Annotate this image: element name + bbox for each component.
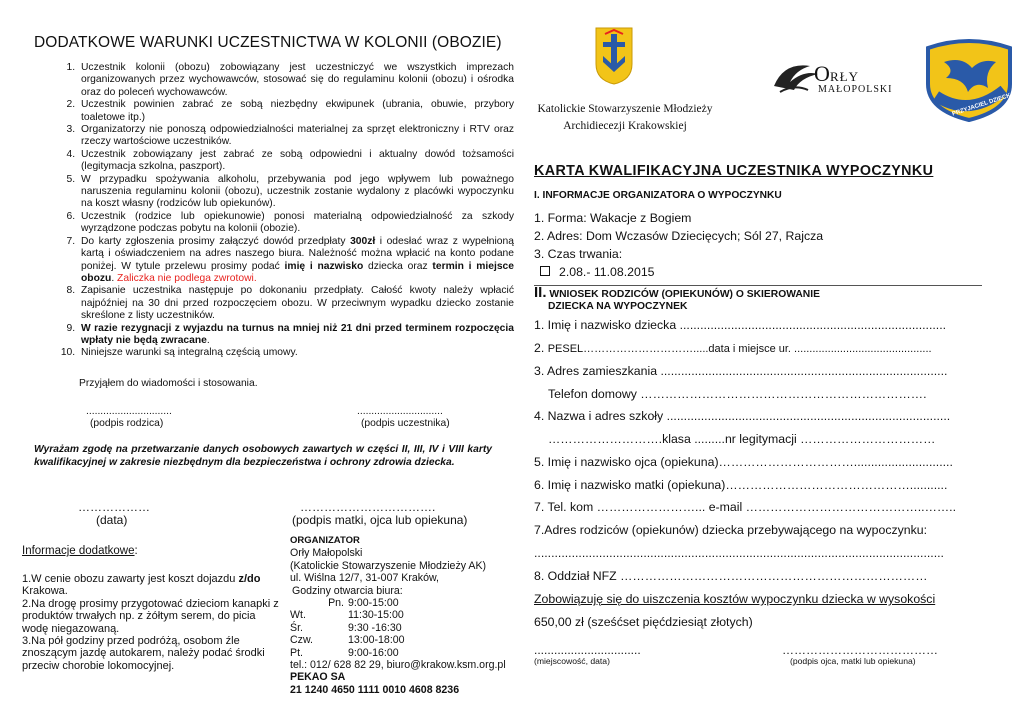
- section-2-heading: II. WNIOSEK RODZICÓW (OPIEKUNÓW) O SKIEROWANIE DZIECKA NA WYPOCZYNEK: [534, 284, 820, 312]
- organizer-address: ul. Wiślna 12/7, 31-007 Kraków,: [290, 572, 439, 585]
- rule-item: 7. Do karty zgłoszenia prosimy załączyć dowód przedpłaty 300zł i odesłać wraz z wypełnioną kartą i oświadczeniem na adres naszego biura. Należność można wpłacić na konto podane poniżej. W tytule przelewu prosimy podać imię i nazwisko dziecka oraz termin i miejsce obozu. Zaliczka nie podlega zwrotowi.: [78, 236, 514, 286]
- pesel-field[interactable]: 2. PESEL………………………….....data i miejsce ur. .............................................: [534, 341, 932, 355]
- rule-item: 8. Zapisanie uczestnika następuje po dokonaniu przedpłaty. Całość kwoty należy wpłacić najpóźniej na 30 dni przed rozpoczęciem obozu. W przeciwnym wypadku dziecko zostanie skreślone z listy uczestników.: [78, 285, 514, 322]
- organizer-full-name: (Katolickie Stowarzyszenie Młodzieży AK): [290, 559, 487, 572]
- right-signature-line: …………………………………: [782, 643, 938, 657]
- card-title: KARTA KWALIFIKACYJNA UCZESTNIKA WYPOCZYNKU: [534, 163, 934, 179]
- nfz-branch-field[interactable]: 8. Oddział NFZ …………………………………………………………………: [534, 569, 928, 583]
- conditions-title: DODATKOWE WARUNKI UCZESTNICTWA W KOLONII (OBOZIE): [34, 34, 502, 51]
- rule-item: 10. Niniejsze warunki są integralną częścią umowy.: [78, 347, 514, 359]
- place-date-line: ................................: [534, 643, 641, 657]
- orly-malopolski-logo: [770, 56, 918, 102]
- organizer-contact: tel.: 012/ 628 82 29, biuro@krakow.ksm.org.pl: [290, 659, 506, 672]
- date-label: (data): [96, 513, 128, 527]
- badge-text: PRZYJACIEL DZIECKA: [951, 91, 1016, 118]
- date-line: ………………: [78, 500, 150, 514]
- guardian-signature-label: (podpis matki, ojca lub opiekuna): [292, 513, 468, 527]
- additional-info-item: 3.Na pół godziny przed podróżą, osobom źle znoszącym jazdę autokarem, należy podać środki przeciw chorobie lokomocyjnej.: [22, 635, 265, 672]
- additional-info-item: 2.Na drogę prosimy przygotować dzieciom kanapki z produktów trwałych np. z żółtym serem, do picia wodę niegazowaną.: [22, 597, 279, 635]
- conditions-list: [56, 62, 514, 360]
- mother-name-field[interactable]: 6. Imię i nazwisko matki (opiekuna)………………………………………...........: [534, 478, 948, 492]
- additional-info-list: [22, 573, 284, 672]
- association-name: Katolickie Stowarzyszenie Młodzieży Archidiecezji Krakowskiej: [537, 103, 713, 132]
- data-processing-consent: Wyrażam zgodę na przetwarzanie danych osobowych zawartych w części II, III, IV i VIII karty kwalifikacyjnej w zakresie niezbędnym dla bezpieczeństwa i ochrony zdrowia dziecka.: [34, 444, 492, 468]
- rule-item: 6. Uczestnik (rodzice lub opiekunowie) ponosi materialną odpowiedzialność za szkody wyrządzone podczas pobytu na kolonii (obozie).: [78, 211, 514, 236]
- bank-name: PEKAO SA: [290, 671, 346, 684]
- office-hours: Pn. 9:00-15:00 Wt. 11:30-15:00 Śr. 9:30 -16:30 Czw. 13:00-18:00 Pt. 9:00-16:00: [290, 597, 405, 659]
- place-date-label: (miejscowość, data): [534, 656, 610, 666]
- home-phone-field[interactable]: Telefon domowy …………………………………………………………….: [548, 387, 927, 401]
- guardian-signature-line: …………………………….: [300, 500, 436, 514]
- right-signature-label: (podpis ojca, matki lub opiekuna): [790, 656, 916, 666]
- deposit-warning: Zaliczka nie podlega zwrotowi.: [117, 272, 257, 284]
- parent-signature-line: ..............................: [86, 406, 172, 417]
- organizer-block: [290, 535, 506, 696]
- info-form: 1. Forma: Wakacje z Bogiem: [534, 211, 692, 225]
- father-name-field[interactable]: 5. Imię i nazwisko ojca (opiekuna)…………………………….............................: [534, 455, 953, 469]
- parents-address-label: 7.Adres rodziców (opiekunów) dziecka przebywającego na wypoczynku:: [534, 523, 928, 537]
- orly-logo-bottom: MAŁOPOLSKI: [818, 84, 893, 95]
- rule-item: 2. Uczestnik powinien zabrać ze sobą niezbędny ekwipunek (ubrania, obuwie, przybory toaletowe itp.): [78, 99, 514, 124]
- dates-checkbox[interactable]: [540, 266, 550, 276]
- rule-item: 1. Uczestnik kolonii (obozu) zobowiązany jest uczestniczyć we wszystkich imprezach organizowanych przez wychowawców, stosować się do regulaminu kolonii (obozu) i ośrodka oraz do poleceń wychowawców.: [78, 62, 514, 99]
- rule-item: 4. Uczestnik zobowiązany jest zabrać ze sobą odpowiedni i aktualny dowód tożsamości (legitymacja szkolna, paszport).: [78, 149, 514, 174]
- section-divider: [534, 285, 982, 286]
- rule-item: 5. W przypadku spożywania alkoholu, przebywania pod jego wpływem lub poważnego naruszenia regulaminu kolonii (obozu), uczestnik zostanie wydalony z placówki wypoczynku na koszt własny (rodziców lub opiekunów).: [78, 174, 514, 211]
- school-field[interactable]: 4. Nazwa i adres szkoły ...................................................................................: [534, 409, 951, 423]
- class-id-field[interactable]: ……………………….klasa .........nr legitymacji ……………………………: [548, 432, 936, 446]
- info-duration: 3. Czas trwania:: [534, 247, 623, 261]
- rule-item: 3. Organizatorzy nie ponoszą odpowiedzialności materialnej za sprzęt elektroniczny i RTV oraz rzeczy wartościowe uczestników.: [78, 124, 514, 149]
- orly-logo-top: RŁY: [830, 69, 859, 84]
- additional-info-item: 1.W cenie obozu zawarty jest koszt dojazdu z/do Krakowa.: [22, 573, 261, 598]
- organizer-title: ORGANIZATOR: [290, 535, 360, 546]
- rule-item: 9. W razie rezygnacji z wyjazdu na turnus na mniej niż 21 dni przed terminem rozpoczęcia wpłaty nie będą zwracane.: [78, 323, 514, 348]
- cost-commitment: Zobowiązuję się do uiszczenia kosztów wypoczynku dziecka w wysokości: [534, 592, 936, 606]
- child-name-field[interactable]: 1. Imię i nazwisko dziecka ..............................................................................: [534, 318, 947, 332]
- bank-account: 21 1240 4650 1111 0010 4608 8236: [290, 683, 460, 696]
- participant-signature-line: ..............................: [357, 406, 443, 417]
- info-address: 2. Adres: Dom Wczasów Dziecięcych; Sól 27, Rajcza: [534, 229, 824, 243]
- ksm-emblem-icon: [594, 26, 634, 86]
- cost-amount: 650,00 zł (sześćset pięćdziesiąt złotych): [534, 615, 753, 629]
- parent-signature-label: (podpis rodzica): [90, 418, 164, 429]
- home-address-field[interactable]: 3. Adres zamieszkania ....................................................................................: [534, 364, 948, 378]
- section-1-heading: I. INFORMACJE ORGANIZATORA O WYPOCZYNKU: [534, 190, 782, 201]
- additional-info-heading: Informacje dodatkowe:: [22, 545, 138, 557]
- parents-address-field[interactable]: ........................................................................................................................: [534, 546, 944, 560]
- acceptance-text: Przyjąłem do wiadomości i stosowania.: [79, 378, 258, 389]
- friend-of-child-badge-icon: [922, 38, 1016, 122]
- info-dates: 2.08.- 11.08.2015: [540, 265, 655, 279]
- participant-signature-label: (podpis uczestnika): [361, 418, 450, 429]
- orly-logo-letter: O: [814, 61, 830, 86]
- office-hours-title: Godziny otwarcia biura:: [292, 584, 403, 597]
- phone-email-field[interactable]: 7. Tel. kom ……………………... e-mail ……………………………………..……..: [534, 500, 957, 514]
- organizer-name: Orły Małopolski: [290, 547, 363, 560]
